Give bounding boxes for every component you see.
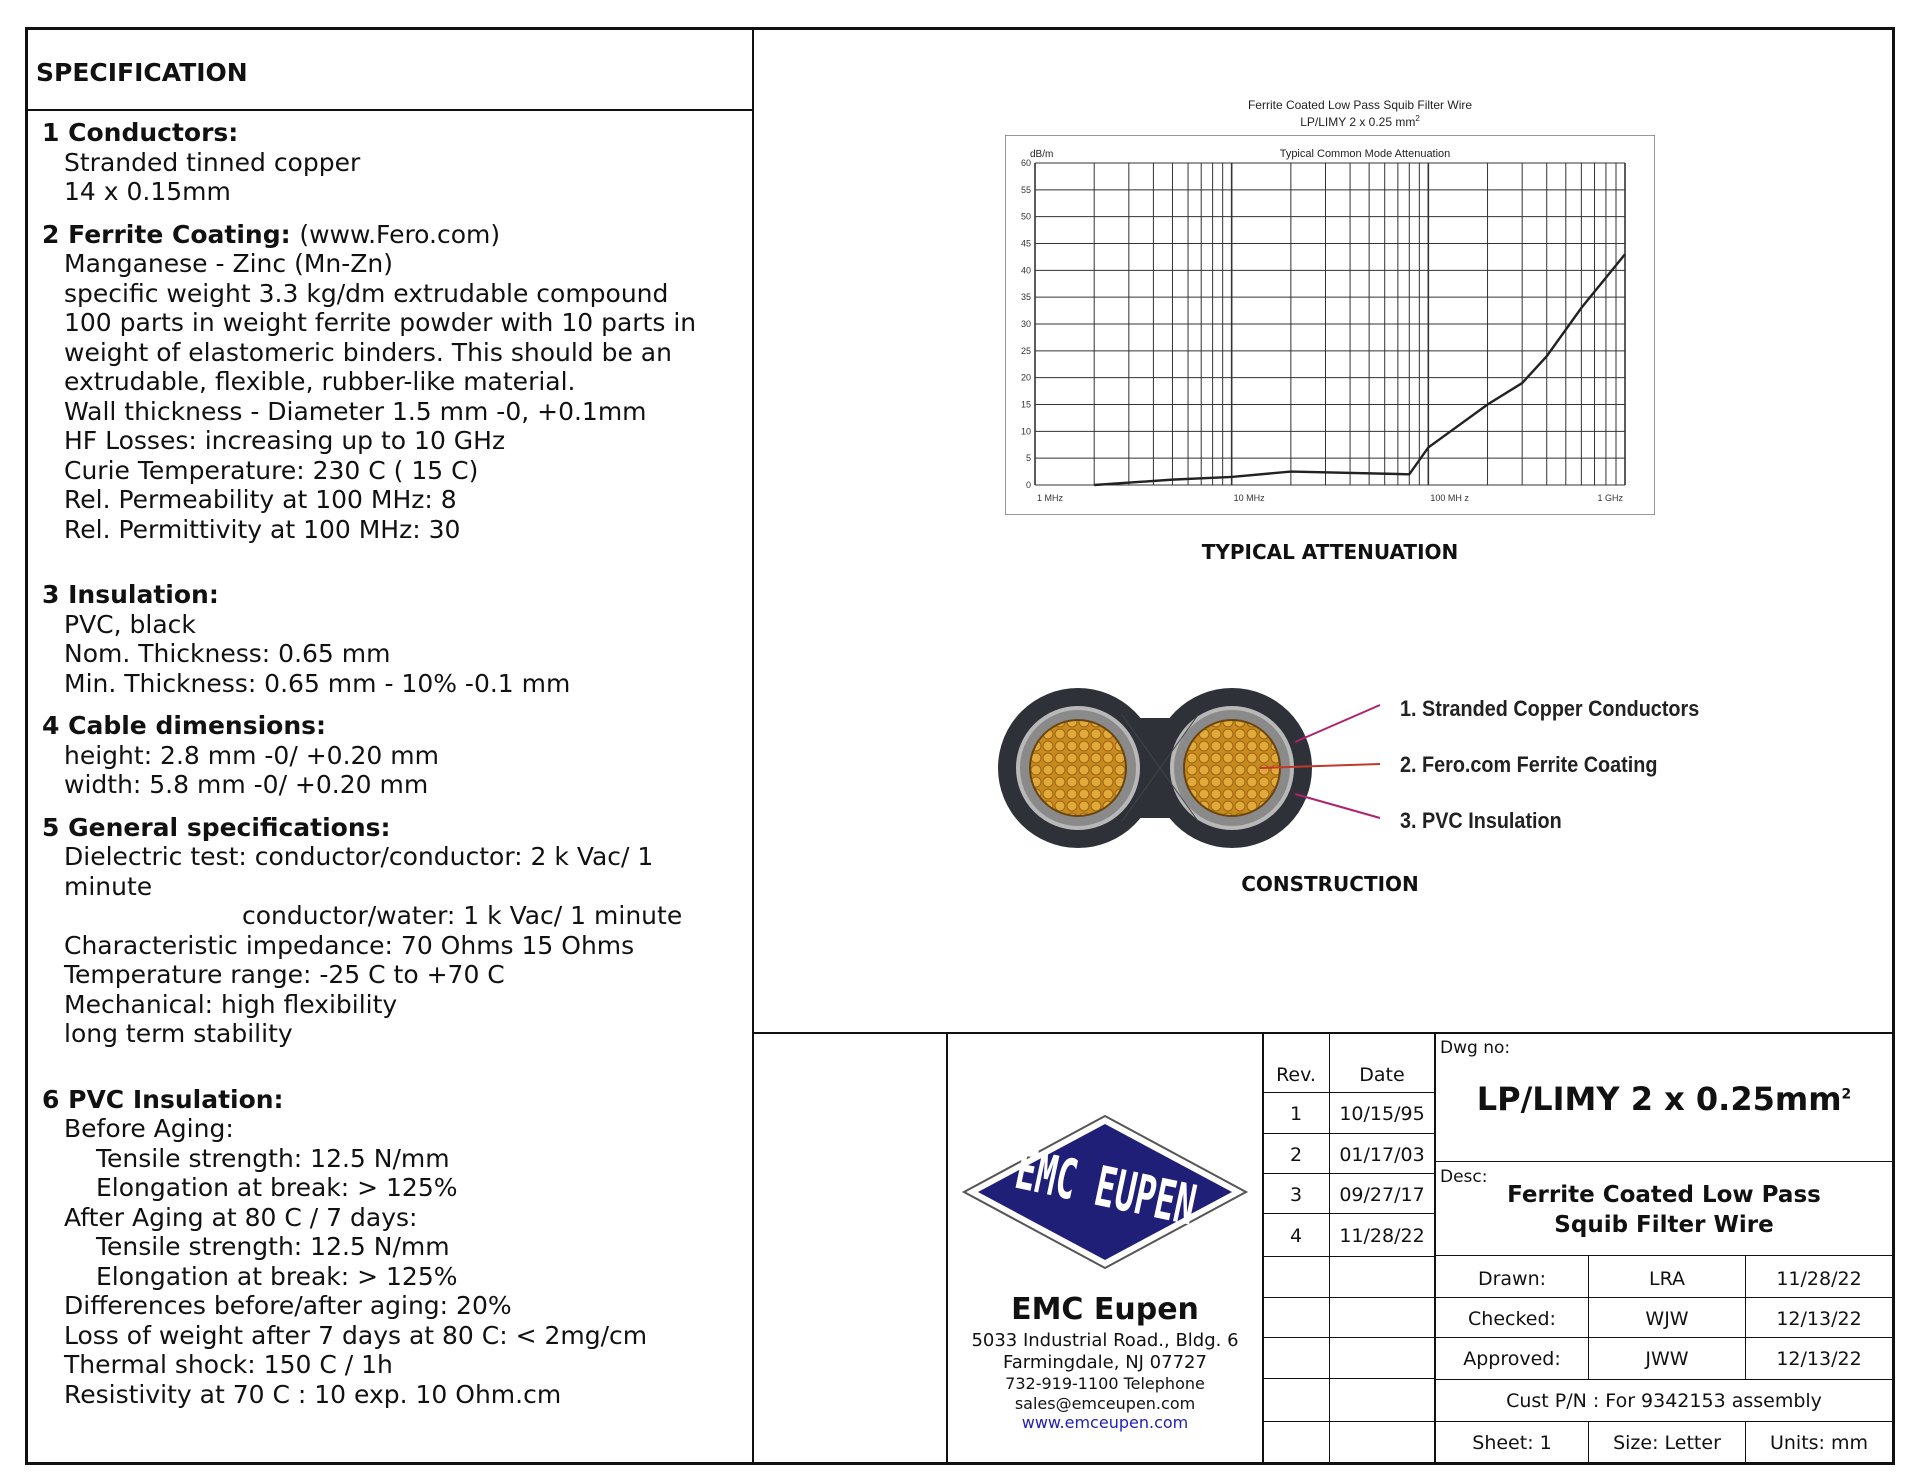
spec-line: Min. Thickness: 0.65 mm - 10% -0.1 mm <box>64 668 571 698</box>
company-logo <box>960 1112 1250 1272</box>
rev-date: 10/15/95 <box>1339 1103 1425 1125</box>
cable-cross-section <box>970 680 1390 860</box>
rev-row-line <box>1263 1421 1434 1422</box>
section-number: 1 <box>42 118 60 147</box>
rev-row-line <box>1263 1092 1434 1093</box>
rev-date: 01/17/03 <box>1339 1144 1425 1166</box>
spec-line: width: 5.8 mm -0/ +0.20 mm <box>64 770 429 799</box>
titleblock-rev-date-divider <box>1329 1033 1330 1464</box>
rev-row-line <box>1263 1133 1434 1134</box>
desc-drawn-divider <box>1435 1255 1893 1256</box>
y-tick-label: 10 <box>1020 426 1031 437</box>
y-tick-label: 15 <box>1020 399 1031 410</box>
titleblock-top-border <box>753 1032 1893 1034</box>
rev-row-line <box>1263 1256 1434 1257</box>
spec-line: Resistivity at 70 C : 10 exp. 10 Ohm.cm <box>64 1379 562 1409</box>
spec-line: Loss of weight after 7 days at 80 C: < 2mg/cm <box>64 1320 648 1350</box>
y-tick-label: 30 <box>1020 319 1031 329</box>
spec-section-title <box>42 118 742 148</box>
construction-caption: CONSTRUCTION <box>1241 872 1419 896</box>
drawing-number-sup: 2 <box>1841 1086 1852 1103</box>
section-number: 4 <box>42 711 60 740</box>
spec-section-title <box>42 813 742 843</box>
spec-line: weight of elastomeric binders. This should be an <box>64 337 672 367</box>
section-number: 2 <box>42 219 60 249</box>
section-number: 6 <box>42 1084 60 1114</box>
spec-line: Tensile strength: 12.5 N/mm <box>96 1232 450 1261</box>
rev-number: 1 <box>1289 1103 1303 1125</box>
y-tick-label: 35 <box>1020 292 1031 303</box>
chart-inner-title: Typical Common Mode Attenuation <box>1279 148 1451 160</box>
rev-number: 3 <box>1289 1184 1303 1206</box>
approved-date: 12/13/22 <box>1776 1348 1862 1370</box>
rev-row-line <box>1263 1378 1434 1379</box>
spec-line: Elongation at break: > 125% <box>96 1173 458 1202</box>
section-title-extra: (www.Fero.com) <box>299 219 501 249</box>
company-name: EMC Eupen <box>1011 1292 1199 1327</box>
y-tick-label: 25 <box>1020 345 1031 356</box>
drawing-number <box>1436 1080 1892 1118</box>
sheet-number: Sheet: 1 <box>1472 1432 1552 1454</box>
copper-conductor-left <box>1030 720 1126 816</box>
spec-line: Manganese - Zinc (Mn-Zn) <box>64 249 393 278</box>
rev-row-line <box>1263 1297 1434 1298</box>
spec-line: 14 x 0.15mm <box>64 177 231 206</box>
spec-line: Dielectric test: conductor/conductor: 2 k Vac/ 1 minute <box>64 842 654 901</box>
y-tick-label: 5 <box>1025 453 1031 464</box>
section-number: 5 <box>42 812 60 842</box>
rev-date: 09/27/17 <box>1339 1184 1425 1206</box>
dwg-label: Dwg no: <box>1440 1038 1511 1058</box>
left-column-divider <box>752 28 754 1464</box>
chart-ylabel: dB/m <box>1030 149 1054 160</box>
spec-line: specific weight 3.3 kg/dm extrudable compound <box>64 278 669 308</box>
customer-part-number: Cust P/N : For 9342153 assembly <box>1506 1390 1822 1412</box>
titleblock-logo-divider <box>946 1033 948 1464</box>
date-header: Date <box>1359 1064 1405 1086</box>
spec-line: Wall thickness - Diameter 1.5 mm -0, +0.1mm <box>64 396 647 426</box>
chart-subtitle <box>1000 114 1720 129</box>
dwg-desc-divider <box>1435 1161 1893 1162</box>
section-title-text: Insulation: <box>68 580 219 609</box>
section-title-text: Conductors: <box>68 118 239 147</box>
spec-line: long term stability <box>64 1019 293 1048</box>
spec-line: 100 parts in weight ferrite powder with 10 parts in <box>64 308 697 337</box>
drawn-by: LRA <box>1648 1268 1685 1290</box>
rev-number: 4 <box>1289 1225 1303 1247</box>
x-tick-label: 1 MHz <box>1037 493 1064 503</box>
spec-line: Curie Temperature: 230 C ( 15 C) <box>64 455 479 485</box>
leader-line-3 <box>1295 794 1380 818</box>
x-tick-label: 100 MH z <box>1430 493 1469 503</box>
spec-line: extrudable, flexible, rubber-like material. <box>64 367 576 396</box>
legend-item-insulation: 3. PVC Insulation <box>1400 808 1562 833</box>
y-tick-label: 40 <box>1020 265 1031 276</box>
x-tick-label: 10 MHz <box>1233 493 1265 503</box>
company-address1: 5033 Industrial Road., Bldg. 6 <box>971 1330 1239 1351</box>
spec-section-title <box>42 220 742 250</box>
section-number: 3 <box>42 580 60 609</box>
spec-line: Thermal shock: 150 C / 1h <box>64 1350 393 1379</box>
spec-line: Before Aging: <box>64 1114 234 1143</box>
rev-row-line <box>1263 1213 1434 1214</box>
approved-cust-divider <box>1435 1379 1893 1380</box>
chart-subtitle-text: LP/LIMY 2 x 0.25 mm <box>1300 115 1416 129</box>
spec-line: After Aging at 80 C / 7 days: <box>64 1202 418 1232</box>
cust-sheet-divider <box>1435 1421 1893 1422</box>
leader-line-1 <box>1295 705 1380 742</box>
y-tick-label: 50 <box>1020 211 1031 222</box>
chart-subtitle-sup: 2 <box>1415 114 1420 123</box>
spec-section-title <box>42 1085 742 1115</box>
chart-title: Ferrite Coated Low Pass Squib Filter Wire <box>1247 98 1473 112</box>
section-title-text: General specifications: <box>68 812 391 842</box>
spec-line: Nom. Thickness: 0.65 mm <box>64 639 391 668</box>
spec-heading-divider <box>26 109 753 111</box>
sheet-size: Size: Letter <box>1613 1432 1721 1454</box>
spec-line: Differences before/after aging: 20% <box>64 1291 512 1320</box>
logo-text: EMC EUPEN <box>1010 1137 1202 1238</box>
spec-line: Tensile strength: 12.5 N/mm <box>96 1143 450 1173</box>
drawing-number-text: LP/LIMY 2 x 0.25mm <box>1476 1080 1842 1118</box>
drawn-checked-divider <box>1435 1297 1893 1298</box>
description-line2: Squib Filter Wire <box>1554 1212 1774 1238</box>
legend-item-conductors: 1. Stranded Copper Conductors <box>1400 696 1700 721</box>
spec-line: Temperature range: -25 C to +70 C <box>64 960 505 989</box>
spec-line: Characteristic impedance: 70 Ohms 15 Ohms <box>64 930 635 960</box>
spec-line: height: 2.8 mm -0/ +0.20 mm <box>64 740 439 770</box>
drawn-date: 11/28/22 <box>1776 1268 1862 1290</box>
approved-label: Approved: <box>1463 1348 1561 1370</box>
company-address2: Farmingdale, NJ 07727 <box>1003 1352 1207 1373</box>
spec-line: Elongation at break: > 125% <box>96 1261 458 1291</box>
checked-label: Checked: <box>1468 1308 1556 1330</box>
drawn-label: Drawn: <box>1477 1268 1547 1290</box>
checked-approved-divider <box>1435 1337 1893 1338</box>
spec-line: Stranded tinned copper <box>64 147 361 177</box>
company-phone: 732-919-1100 Telephone <box>1005 1374 1205 1393</box>
rev-date: 11/28/22 <box>1339 1225 1425 1247</box>
x-tick-label: 1 GHz <box>1597 493 1623 503</box>
rev-row-line <box>1263 1337 1434 1338</box>
attenuation-caption: TYPICAL ATTENUATION <box>1201 540 1459 564</box>
spec-line: Rel. Permeability at 100 MHz: 8 <box>64 485 457 514</box>
spec-heading: SPECIFICATION <box>36 58 248 87</box>
description-line1: Ferrite Coated Low Pass <box>1507 1182 1821 1208</box>
spec-line: Rel. Permittivity at 100 MHz: 30 <box>64 514 461 544</box>
spec-line: PVC, black <box>64 609 196 639</box>
attenuation-chart <box>1005 135 1655 515</box>
y-tick-label: 0 <box>1025 480 1031 490</box>
spec-line: HF Losses: increasing up to 10 GHz <box>64 426 506 455</box>
rev-header: Rev. <box>1276 1064 1316 1086</box>
spec-line: Mechanical: high flexibility <box>64 989 398 1019</box>
section-title-text: Cable dimensions: <box>68 711 327 740</box>
approved-by: JWW <box>1645 1348 1689 1370</box>
section-title-text: Ferrite Coating: <box>68 219 291 249</box>
rev-number: 2 <box>1289 1144 1303 1166</box>
checked-date: 12/13/22 <box>1776 1308 1862 1330</box>
spec-line: conductor/water: 1 k Vac/ 1 minute <box>242 901 683 930</box>
y-tick-label: 20 <box>1020 372 1031 383</box>
spec-section-title <box>42 580 742 610</box>
checked-by: WJW <box>1645 1308 1689 1330</box>
units: Units: mm <box>1769 1432 1869 1454</box>
y-tick-label: 60 <box>1020 158 1031 168</box>
rev-row-line <box>1263 1173 1434 1174</box>
desc-label: Desc: <box>1440 1167 1488 1187</box>
y-tick-label: 45 <box>1020 238 1031 249</box>
company-email: sales@emceupen.com <box>1014 1394 1196 1413</box>
spec-section-title <box>42 711 742 741</box>
y-tick-label: 55 <box>1020 184 1031 195</box>
section-title-text: PVC Insulation: <box>68 1084 284 1114</box>
spec-body <box>42 118 742 1409</box>
company-website-link[interactable]: www.emceupen.com <box>1021 1413 1189 1432</box>
legend-item-ferrite: 2. Fero.com Ferrite Coating <box>1400 752 1658 777</box>
titleblock-rev-left-border <box>1262 1033 1264 1464</box>
